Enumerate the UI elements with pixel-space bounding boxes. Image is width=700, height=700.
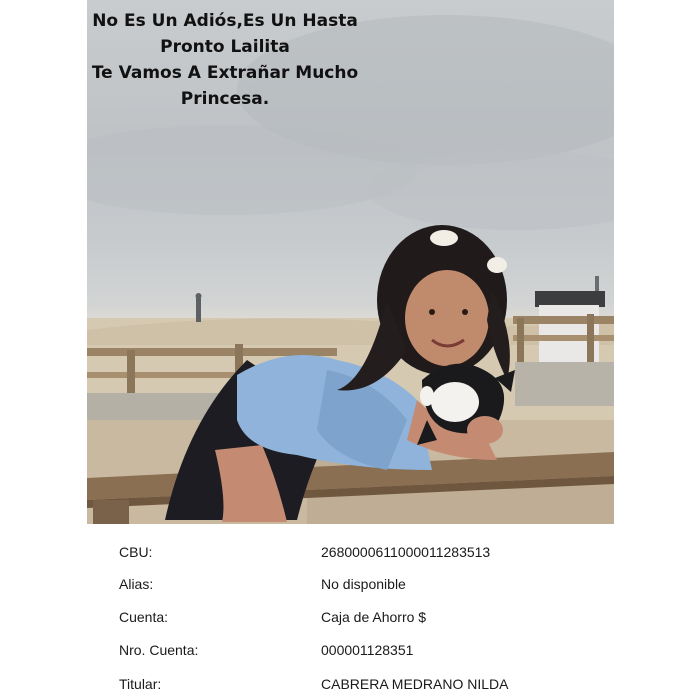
holder-row: [87, 668, 614, 698]
caption-line-1: No Es Un Adiós,Es Un Hasta: [92, 11, 358, 31]
caption-line-4: Princesa.: [180, 89, 270, 109]
caption-line-3: Te Vamos A Extrañar Mucho: [91, 63, 359, 83]
alias-row: [87, 568, 614, 598]
cbu-row: [87, 536, 614, 566]
cbu-label: CBU:: [119, 544, 153, 560]
alias-value: No disponible: [321, 576, 406, 592]
memorial-card: [87, 0, 614, 700]
account-type-value: Caja de Ahorro $: [321, 609, 427, 625]
caption-line-2: Pronto Lailita: [160, 37, 290, 57]
cbu-value: 2680000611000011283513: [321, 544, 491, 560]
holder-value: CABRERA MEDRANO NILDA: [321, 676, 509, 692]
account-type-label: Cuenta:: [119, 609, 169, 625]
account-number-label: Nro. Cuenta:: [119, 642, 199, 658]
memorial-caption: [87, 8, 363, 112]
memorial-photo: [87, 0, 614, 524]
account-type-row: [87, 601, 614, 631]
holder-label: Titular:: [119, 676, 162, 692]
account-number-row: [87, 634, 614, 664]
alias-label: Alias:: [119, 576, 154, 592]
bank-account-details: [87, 524, 614, 700]
account-number-value: 000001128351: [321, 642, 414, 658]
